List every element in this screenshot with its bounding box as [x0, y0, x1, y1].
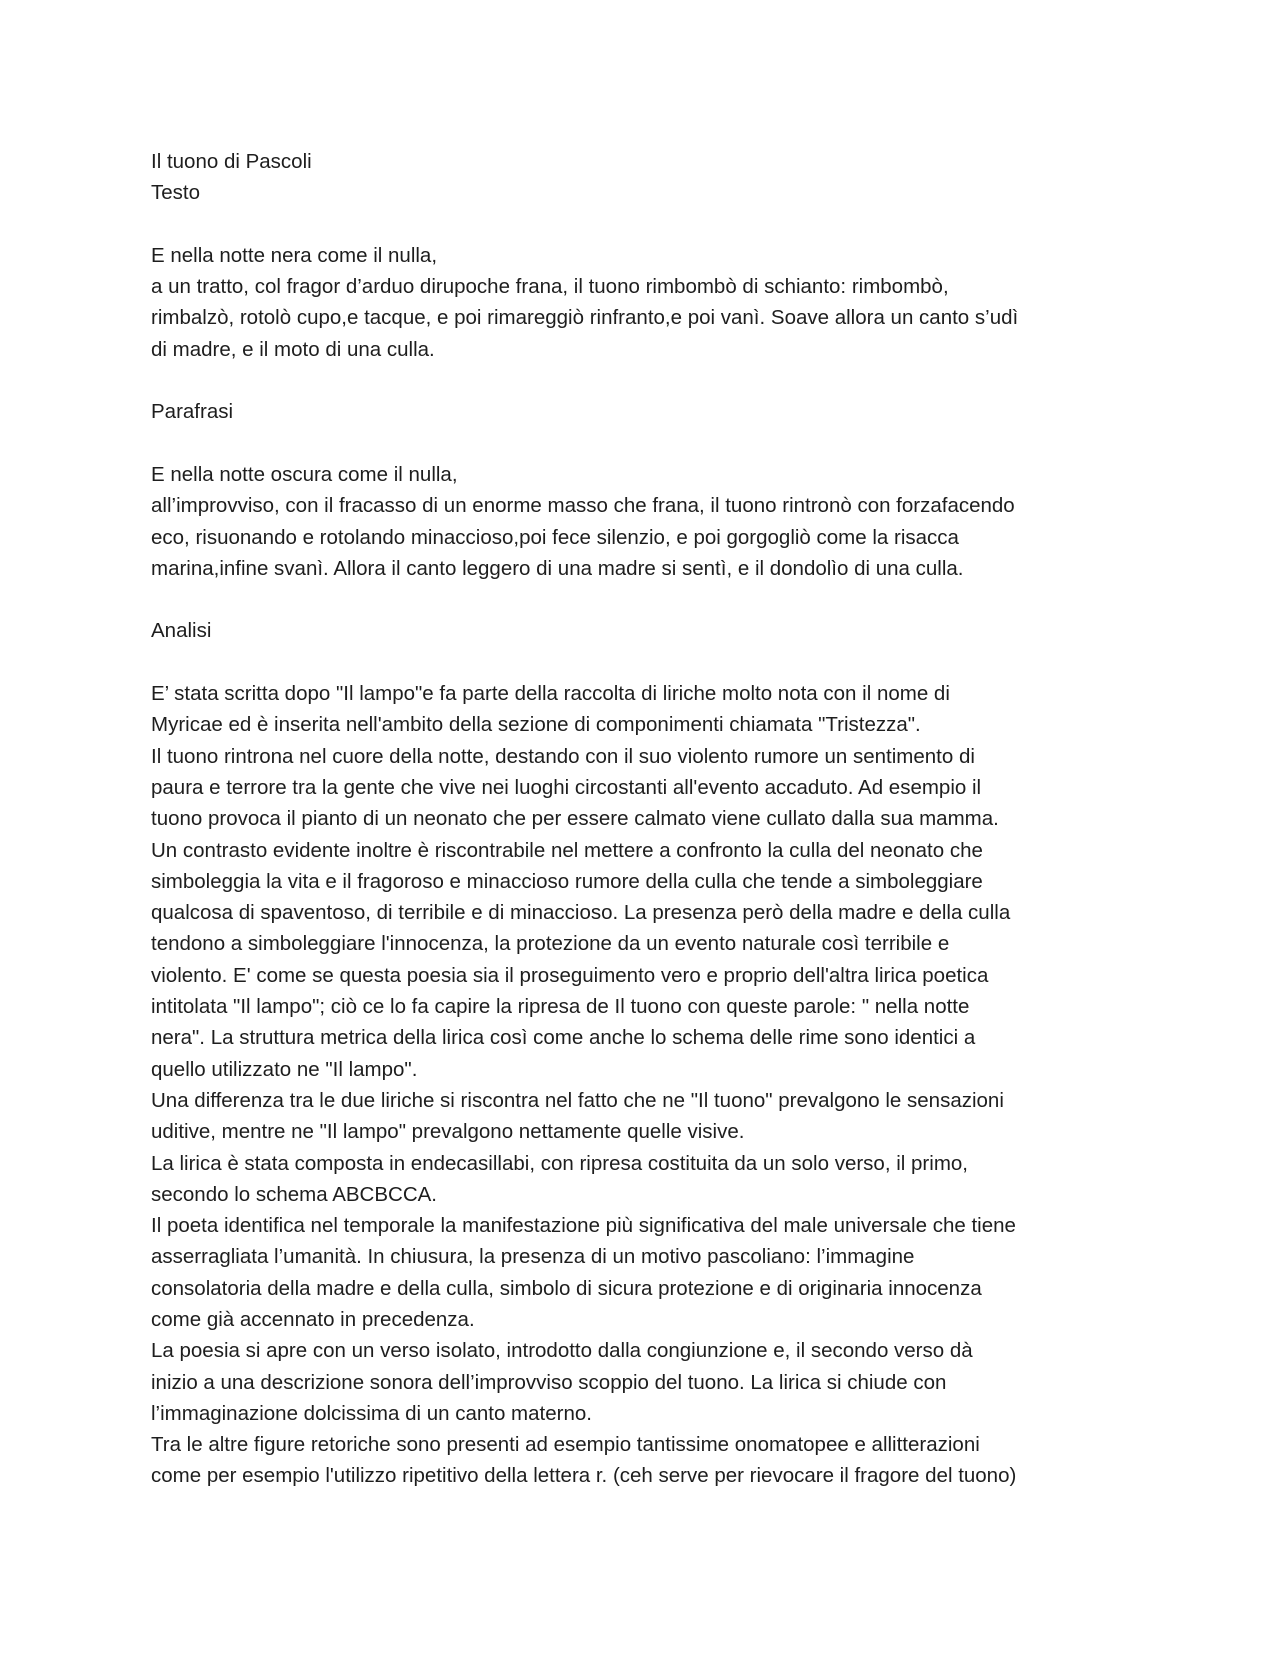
blank-line: [151, 647, 1131, 678]
analisi-line: Il tuono rintrona nel cuore della notte, destando con il suo violento rumore un sentimento di: [151, 744, 975, 768]
analisi-line: nera". La struttura metrica della lirica così come anche lo schema delle rime sono identici a: [151, 1026, 976, 1050]
analisi-line: qualcosa di spaventoso, di terribile e di minaccioso. La presenza però della madre e della culla: [151, 901, 1011, 925]
blank-line: [151, 365, 1131, 396]
document-body: [151, 146, 1131, 1492]
parafrasi-line: marina,infine svanì. Allora il canto leggero di una madre si sentì, e il dondolìo di una culla.: [151, 556, 964, 580]
testo-line: rimbalzò, rotolò cupo,e tacque, e poi rimareggiò rinfranto,e poi vanì. Soave allora un canto s’udì: [151, 306, 1019, 330]
analisi-line: violento. E' come se questa poesia sia il proseguimento vero e proprio dell'altra lirica poetica: [151, 963, 989, 987]
analisi-line: secondo lo schema ABCBCCA.: [151, 1182, 437, 1206]
analisi-line: quello utilizzato ne "Il lampo".: [151, 1057, 418, 1081]
analisi-line: simboleggia la vita e il fragoroso e minaccioso rumore della culla che tende a simboleggiare: [151, 869, 983, 893]
document-title: Il tuono di Pascoli: [151, 150, 312, 173]
blank-line: [151, 428, 1131, 459]
section-analisi: [151, 615, 1131, 1491]
analisi-line: Myricae ed è inserita nell'ambito della sezione di componimenti chiamata "Tristezza".: [151, 713, 921, 737]
analisi-line: La poesia si apre con un verso isolato, introdotto dalla congiunzione e, il secondo verso dà: [151, 1339, 973, 1363]
section-heading-analisi: Analisi: [151, 619, 212, 643]
analisi-line: E’ stata scritta dopo "Il lampo"e fa parte della raccolta di liriche molto nota con il nome di: [151, 682, 950, 706]
blank-line: [151, 584, 1131, 615]
analisi-line: Il poeta identifica nel temporale la manifestazione più significativa del male universale che tiene: [151, 1214, 1016, 1238]
analisi-line: l’immaginazione dolcissima di un canto materno.: [151, 1401, 592, 1425]
section-heading-testo: Testo: [151, 181, 200, 205]
section-heading-parafrasi: Parafrasi: [151, 400, 234, 424]
analisi-line: come per esempio l'utilizzo ripetitivo della lettera r. (ceh serve per rievocare il fragore del tuono): [151, 1464, 1017, 1488]
analisi-line: La lirica è stata composta in endecasillabi, con ripresa costituita da un solo verso, il primo,: [151, 1151, 968, 1175]
analisi-line: tuono provoca il pianto di un neonato che per essere calmato viene cullato dalla sua mamma.: [151, 807, 999, 831]
analisi-line: Una differenza tra le due liriche si riscontra nel fatto che ne "Il tuono" prevalgono le sensazioni: [151, 1088, 1004, 1112]
analisi-line: inizio a una descrizione sonora dell’improvviso scoppio del tuono. La lirica si chiude con: [151, 1370, 947, 1394]
testo-line: di madre, e il moto di una culla.: [151, 337, 435, 361]
testo-line: E nella notte nera come il nulla,: [151, 243, 438, 267]
analisi-line: come già accennato in precedenza.: [151, 1307, 475, 1331]
parafrasi-line: eco, risuonando e rotolando minaccioso,poi fece silenzio, e poi gorgogliò come la risacca: [151, 525, 959, 549]
analisi-line: consolatoria della madre e della culla, simbolo di sicura protezione e di originaria innocenza: [151, 1276, 982, 1300]
parafrasi-line: E nella notte oscura come il nulla,: [151, 462, 458, 486]
section-testo: [151, 177, 1131, 365]
analisi-line: Un contrasto evidente inoltre è riscontrabile nel mettere a confronto la culla del neonato che: [151, 838, 983, 862]
analisi-line: asserragliata l’umanità. In chiusura, la presenza di un motivo pascoliano: l’immagine: [151, 1245, 915, 1269]
blank-line: [151, 209, 1131, 240]
section-parafrasi: [151, 396, 1131, 584]
parafrasi-line: all’improvviso, con il fracasso di un enorme masso che frana, il tuono rintronò con forzafacendo: [151, 494, 1015, 518]
analisi-line: paura e terrore tra la gente che vive nei luoghi circostanti all'evento accaduto. Ad esempio il: [151, 775, 982, 799]
analisi-line: tendono a simboleggiare l'innocenza, la protezione da un evento naturale così terribile e: [151, 932, 950, 956]
analisi-line: intitolata "Il lampo"; ciò ce lo fa capire la ripresa de Il tuono con queste parole: " nella notte: [151, 995, 970, 1019]
analisi-line: Tra le altre figure retoriche sono presenti ad esempio tantissime onomatopee e allitterazioni: [151, 1433, 980, 1457]
testo-line: a un tratto, col fragor d’arduo dirupoche frana, il tuono rimbombò di schianto: rimbombò,: [151, 275, 949, 299]
analisi-line: uditive, mentre ne "Il lampo" prevalgono nettamente quelle visive.: [151, 1120, 745, 1144]
